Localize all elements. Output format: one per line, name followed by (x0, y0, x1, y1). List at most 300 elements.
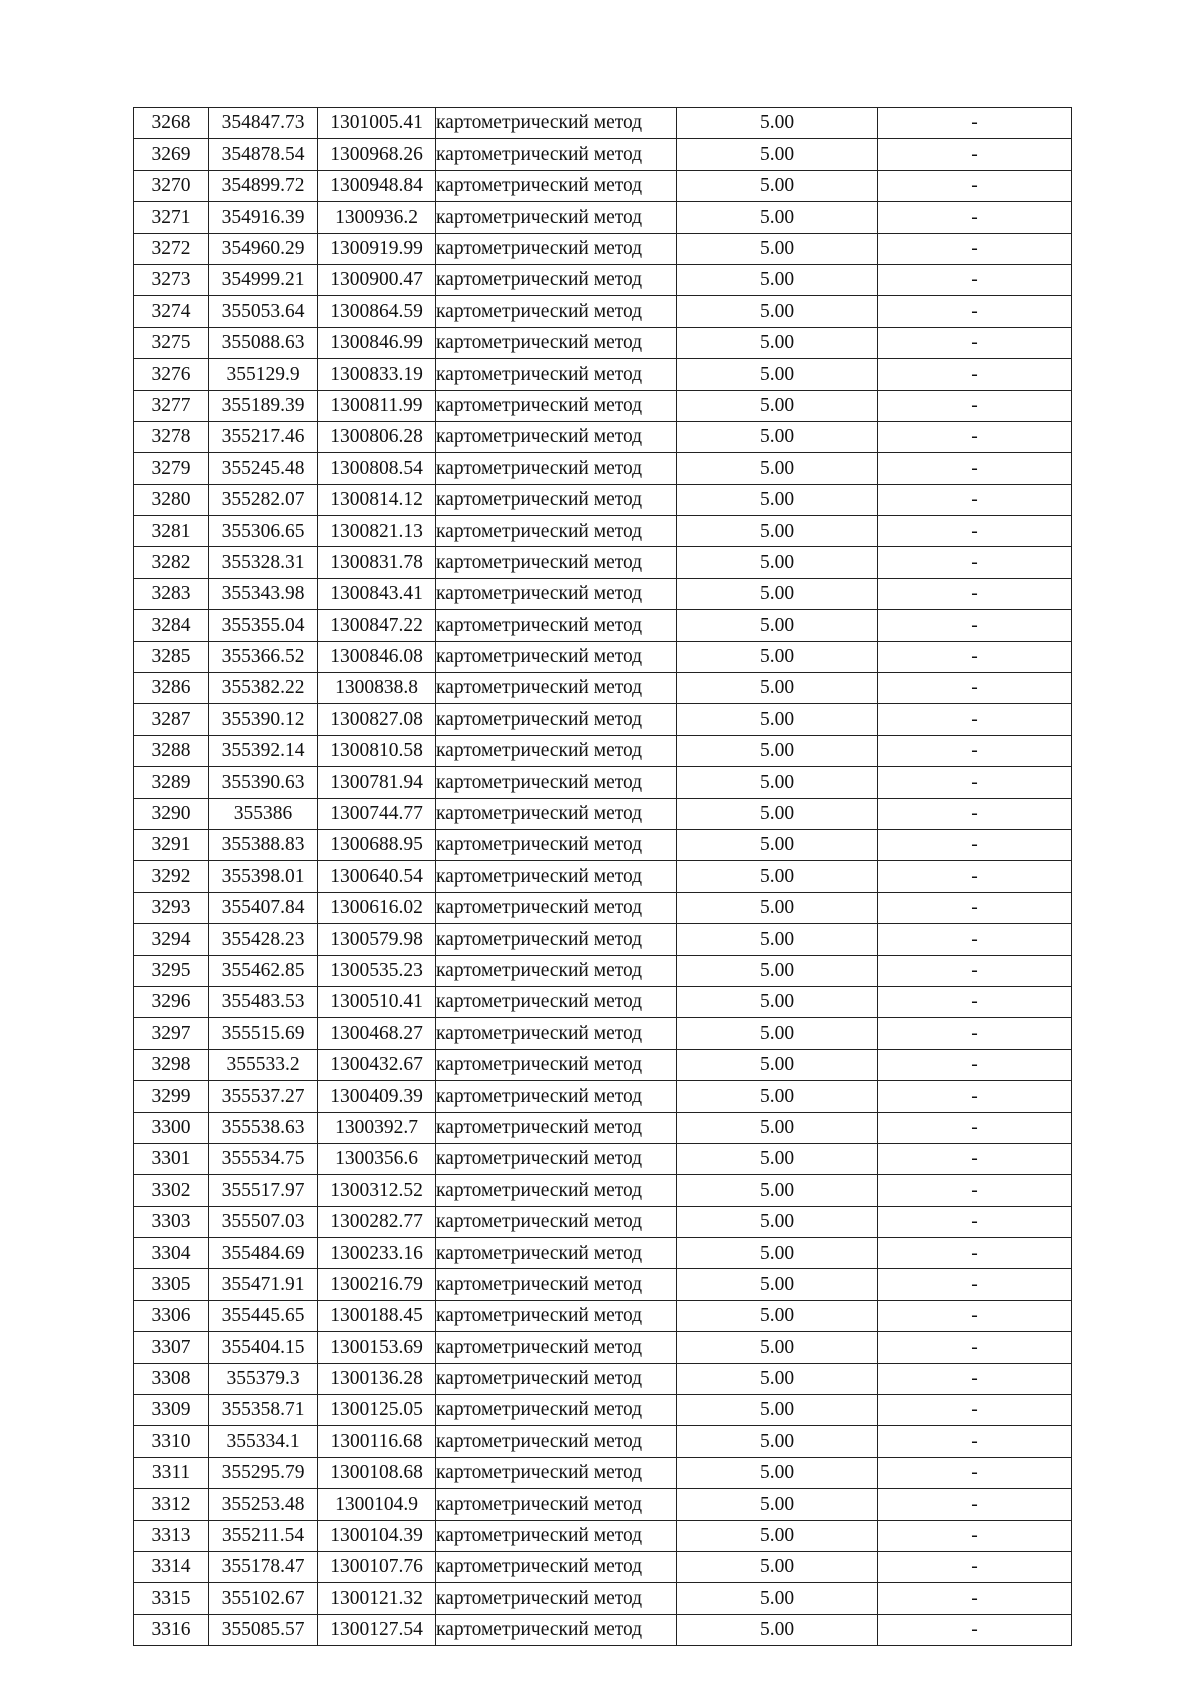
y-coordinate-cell: 1300864.59 (318, 296, 436, 327)
accuracy-cell: 5.00 (677, 170, 878, 201)
method-cell: картометрический метод (436, 1489, 677, 1520)
method-cell: картометрический метод (436, 829, 677, 860)
x-coordinate-cell: 355507.03 (209, 1206, 318, 1237)
point-number-cell: 3277 (134, 390, 209, 421)
x-coordinate-cell: 355245.48 (209, 453, 318, 484)
y-coordinate-cell: 1300814.12 (318, 484, 436, 515)
y-coordinate-cell: 1300127.54 (318, 1614, 436, 1645)
point-number-cell: 3312 (134, 1489, 209, 1520)
point-number-cell: 3273 (134, 264, 209, 295)
x-coordinate-cell: 355483.53 (209, 986, 318, 1017)
point-number-cell: 3314 (134, 1551, 209, 1582)
accuracy-cell: 5.00 (677, 390, 878, 421)
table-row (134, 296, 1072, 327)
description-cell: - (878, 233, 1072, 264)
point-number-cell: 3269 (134, 139, 209, 170)
description-cell: - (878, 327, 1072, 358)
point-number-cell: 3271 (134, 202, 209, 233)
point-number-cell: 3316 (134, 1614, 209, 1645)
description-cell: - (878, 1238, 1072, 1269)
method-cell: картометрический метод (436, 296, 677, 327)
y-coordinate-cell: 1300121.32 (318, 1583, 436, 1614)
method-cell: картометрический метод (436, 327, 677, 358)
x-coordinate-cell: 354847.73 (209, 108, 318, 139)
accuracy-cell: 5.00 (677, 1332, 878, 1363)
point-number-cell: 3308 (134, 1363, 209, 1394)
point-number-cell: 3281 (134, 516, 209, 547)
table-row (134, 986, 1072, 1017)
method-cell: картометрический метод (436, 1457, 677, 1488)
point-number-cell: 3268 (134, 108, 209, 139)
method-cell: картометрический метод (436, 1300, 677, 1331)
accuracy-cell: 5.00 (677, 264, 878, 295)
point-number-cell: 3304 (134, 1238, 209, 1269)
coordinates-table (133, 107, 1072, 1646)
x-coordinate-cell: 355053.64 (209, 296, 318, 327)
x-coordinate-cell: 355445.65 (209, 1300, 318, 1331)
description-cell: - (878, 1112, 1072, 1143)
accuracy-cell: 5.00 (677, 798, 878, 829)
accuracy-cell: 5.00 (677, 484, 878, 515)
table-row (134, 453, 1072, 484)
y-coordinate-cell: 1300188.45 (318, 1300, 436, 1331)
table-row (134, 421, 1072, 452)
description-cell: - (878, 1206, 1072, 1237)
y-coordinate-cell: 1300136.28 (318, 1363, 436, 1394)
table-row (134, 767, 1072, 798)
x-coordinate-cell: 355343.98 (209, 578, 318, 609)
method-cell: картометрический метод (436, 1551, 677, 1582)
accuracy-cell: 5.00 (677, 1520, 878, 1551)
x-coordinate-cell: 354878.54 (209, 139, 318, 170)
accuracy-cell: 5.00 (677, 1395, 878, 1426)
point-number-cell: 3299 (134, 1081, 209, 1112)
description-cell: - (878, 735, 1072, 766)
accuracy-cell: 5.00 (677, 673, 878, 704)
description-cell: - (878, 1175, 1072, 1206)
point-number-cell: 3296 (134, 986, 209, 1017)
table-row (134, 1332, 1072, 1363)
description-cell: - (878, 202, 1072, 233)
table-row (134, 1269, 1072, 1300)
x-coordinate-cell: 355334.1 (209, 1426, 318, 1457)
accuracy-cell: 5.00 (677, 1614, 878, 1645)
point-number-cell: 3303 (134, 1206, 209, 1237)
description-cell: - (878, 359, 1072, 390)
y-coordinate-cell: 1300847.22 (318, 610, 436, 641)
table-row (134, 516, 1072, 547)
y-coordinate-cell: 1300116.68 (318, 1426, 436, 1457)
table-row (134, 610, 1072, 641)
point-number-cell: 3279 (134, 453, 209, 484)
point-number-cell: 3287 (134, 704, 209, 735)
y-coordinate-cell: 1300781.94 (318, 767, 436, 798)
y-coordinate-cell: 1301005.41 (318, 108, 436, 139)
method-cell: картометрический метод (436, 704, 677, 735)
point-number-cell: 3294 (134, 924, 209, 955)
accuracy-cell: 5.00 (677, 202, 878, 233)
table-body (134, 108, 1072, 1646)
description-cell: - (878, 1426, 1072, 1457)
y-coordinate-cell: 1300579.98 (318, 924, 436, 955)
method-cell: картометрический метод (436, 1395, 677, 1426)
x-coordinate-cell: 355088.63 (209, 327, 318, 358)
method-cell: картометрический метод (436, 578, 677, 609)
y-coordinate-cell: 1300392.7 (318, 1112, 436, 1143)
method-cell: картометрический метод (436, 892, 677, 923)
table-row (134, 1363, 1072, 1394)
point-number-cell: 3275 (134, 327, 209, 358)
accuracy-cell: 5.00 (677, 1300, 878, 1331)
description-cell: - (878, 798, 1072, 829)
y-coordinate-cell: 1300838.8 (318, 673, 436, 704)
method-cell: картометрический метод (436, 610, 677, 641)
accuracy-cell: 5.00 (677, 986, 878, 1017)
method-cell: картометрический метод (436, 359, 677, 390)
x-coordinate-cell: 355386 (209, 798, 318, 829)
accuracy-cell: 5.00 (677, 578, 878, 609)
x-coordinate-cell: 355358.71 (209, 1395, 318, 1426)
description-cell: - (878, 421, 1072, 452)
table-row (134, 704, 1072, 735)
table-row (134, 829, 1072, 860)
description-cell: - (878, 1081, 1072, 1112)
point-number-cell: 3292 (134, 861, 209, 892)
method-cell: картометрический метод (436, 453, 677, 484)
x-coordinate-cell: 355306.65 (209, 516, 318, 547)
y-coordinate-cell: 1300432.67 (318, 1049, 436, 1080)
y-coordinate-cell: 1300968.26 (318, 139, 436, 170)
accuracy-cell: 5.00 (677, 296, 878, 327)
y-coordinate-cell: 1300843.41 (318, 578, 436, 609)
method-cell: картометрический метод (436, 1018, 677, 1049)
table-row (134, 1551, 1072, 1582)
accuracy-cell: 5.00 (677, 1238, 878, 1269)
table-row (134, 1143, 1072, 1174)
table-row (134, 390, 1072, 421)
table-row (134, 547, 1072, 578)
x-coordinate-cell: 355217.46 (209, 421, 318, 452)
y-coordinate-cell: 1300936.2 (318, 202, 436, 233)
y-coordinate-cell: 1300811.99 (318, 390, 436, 421)
description-cell: - (878, 1520, 1072, 1551)
method-cell: картометрический метод (436, 108, 677, 139)
y-coordinate-cell: 1300535.23 (318, 955, 436, 986)
method-cell: картометрический метод (436, 1081, 677, 1112)
point-number-cell: 3272 (134, 233, 209, 264)
accuracy-cell: 5.00 (677, 1175, 878, 1206)
method-cell: картометрический метод (436, 798, 677, 829)
description-cell: - (878, 610, 1072, 641)
accuracy-cell: 5.00 (677, 1583, 878, 1614)
y-coordinate-cell: 1300312.52 (318, 1175, 436, 1206)
y-coordinate-cell: 1300744.77 (318, 798, 436, 829)
description-cell: - (878, 516, 1072, 547)
description-cell: - (878, 924, 1072, 955)
table-row (134, 924, 1072, 955)
accuracy-cell: 5.00 (677, 1551, 878, 1582)
table-row (134, 139, 1072, 170)
method-cell: картометрический метод (436, 767, 677, 798)
y-coordinate-cell: 1300233.16 (318, 1238, 436, 1269)
y-coordinate-cell: 1300510.41 (318, 986, 436, 1017)
method-cell: картометрический метод (436, 547, 677, 578)
method-cell: картометрический метод (436, 421, 677, 452)
point-number-cell: 3310 (134, 1426, 209, 1457)
method-cell: картометрический метод (436, 641, 677, 672)
description-cell: - (878, 578, 1072, 609)
point-number-cell: 3305 (134, 1269, 209, 1300)
x-coordinate-cell: 355462.85 (209, 955, 318, 986)
x-coordinate-cell: 355366.52 (209, 641, 318, 672)
table-row (134, 1426, 1072, 1457)
table-row (134, 1614, 1072, 1645)
description-cell: - (878, 1489, 1072, 1520)
x-coordinate-cell: 355390.12 (209, 704, 318, 735)
description-cell: - (878, 892, 1072, 923)
accuracy-cell: 5.00 (677, 1112, 878, 1143)
description-cell: - (878, 1332, 1072, 1363)
x-coordinate-cell: 355379.3 (209, 1363, 318, 1394)
point-number-cell: 3301 (134, 1143, 209, 1174)
x-coordinate-cell: 354960.29 (209, 233, 318, 264)
table-row (134, 1238, 1072, 1269)
accuracy-cell: 5.00 (677, 1018, 878, 1049)
accuracy-cell: 5.00 (677, 1363, 878, 1394)
description-cell: - (878, 1300, 1072, 1331)
table-row (134, 955, 1072, 986)
accuracy-cell: 5.00 (677, 547, 878, 578)
accuracy-cell: 5.00 (677, 735, 878, 766)
x-coordinate-cell: 355328.31 (209, 547, 318, 578)
x-coordinate-cell: 355471.91 (209, 1269, 318, 1300)
x-coordinate-cell: 355428.23 (209, 924, 318, 955)
accuracy-cell: 5.00 (677, 641, 878, 672)
description-cell: - (878, 170, 1072, 201)
y-coordinate-cell: 1300104.39 (318, 1520, 436, 1551)
y-coordinate-cell: 1300846.08 (318, 641, 436, 672)
description-cell: - (878, 390, 1072, 421)
y-coordinate-cell: 1300806.28 (318, 421, 436, 452)
point-number-cell: 3311 (134, 1457, 209, 1488)
x-coordinate-cell: 354899.72 (209, 170, 318, 201)
description-cell: - (878, 673, 1072, 704)
method-cell: картометрический метод (436, 861, 677, 892)
point-number-cell: 3276 (134, 359, 209, 390)
description-cell: - (878, 1269, 1072, 1300)
y-coordinate-cell: 1300833.19 (318, 359, 436, 390)
point-number-cell: 3297 (134, 1018, 209, 1049)
description-cell: - (878, 641, 1072, 672)
description-cell: - (878, 955, 1072, 986)
description-cell: - (878, 1614, 1072, 1645)
method-cell: картометрический метод (436, 202, 677, 233)
table-row (134, 892, 1072, 923)
table-row (134, 1300, 1072, 1331)
x-coordinate-cell: 355189.39 (209, 390, 318, 421)
y-coordinate-cell: 1300808.54 (318, 453, 436, 484)
table-row (134, 202, 1072, 233)
method-cell: картометрический метод (436, 139, 677, 170)
description-cell: - (878, 453, 1072, 484)
point-number-cell: 3309 (134, 1395, 209, 1426)
method-cell: картометрический метод (436, 1049, 677, 1080)
point-number-cell: 3313 (134, 1520, 209, 1551)
table-row (134, 1395, 1072, 1426)
point-number-cell: 3289 (134, 767, 209, 798)
method-cell: картометрический метод (436, 735, 677, 766)
table-row (134, 170, 1072, 201)
method-cell: картометрический метод (436, 170, 677, 201)
y-coordinate-cell: 1300846.99 (318, 327, 436, 358)
method-cell: картометрический метод (436, 484, 677, 515)
accuracy-cell: 5.00 (677, 955, 878, 986)
accuracy-cell: 5.00 (677, 861, 878, 892)
accuracy-cell: 5.00 (677, 704, 878, 735)
description-cell: - (878, 1049, 1072, 1080)
y-coordinate-cell: 1300616.02 (318, 892, 436, 923)
accuracy-cell: 5.00 (677, 453, 878, 484)
table-row (134, 1489, 1072, 1520)
description-cell: - (878, 861, 1072, 892)
method-cell: картометрический метод (436, 1426, 677, 1457)
point-number-cell: 3278 (134, 421, 209, 452)
x-coordinate-cell: 355392.14 (209, 735, 318, 766)
y-coordinate-cell: 1300409.39 (318, 1081, 436, 1112)
y-coordinate-cell: 1300108.68 (318, 1457, 436, 1488)
point-number-cell: 3290 (134, 798, 209, 829)
accuracy-cell: 5.00 (677, 829, 878, 860)
accuracy-cell: 5.00 (677, 1206, 878, 1237)
description-cell: - (878, 139, 1072, 170)
description-cell: - (878, 767, 1072, 798)
table-row (134, 1457, 1072, 1488)
y-coordinate-cell: 1300831.78 (318, 547, 436, 578)
method-cell: картометрический метод (436, 673, 677, 704)
table-row (134, 1112, 1072, 1143)
accuracy-cell: 5.00 (677, 327, 878, 358)
y-coordinate-cell: 1300640.54 (318, 861, 436, 892)
accuracy-cell: 5.00 (677, 1143, 878, 1174)
x-coordinate-cell: 355178.47 (209, 1551, 318, 1582)
x-coordinate-cell: 355388.83 (209, 829, 318, 860)
method-cell: картометрический метод (436, 1238, 677, 1269)
accuracy-cell: 5.00 (677, 359, 878, 390)
table-row (134, 1175, 1072, 1206)
x-coordinate-cell: 355085.57 (209, 1614, 318, 1645)
accuracy-cell: 5.00 (677, 767, 878, 798)
table-row (134, 861, 1072, 892)
method-cell: картометрический метод (436, 1363, 677, 1394)
accuracy-cell: 5.00 (677, 1081, 878, 1112)
description-cell: - (878, 1018, 1072, 1049)
point-number-cell: 3293 (134, 892, 209, 923)
description-cell: - (878, 1583, 1072, 1614)
method-cell: картометрический метод (436, 1175, 677, 1206)
table-row (134, 1520, 1072, 1551)
point-number-cell: 3306 (134, 1300, 209, 1331)
table-row (134, 233, 1072, 264)
table-row (134, 673, 1072, 704)
description-cell: - (878, 1551, 1072, 1582)
point-number-cell: 3284 (134, 610, 209, 641)
table-row (134, 735, 1072, 766)
x-coordinate-cell: 355538.63 (209, 1112, 318, 1143)
method-cell: картометрический метод (436, 1269, 677, 1300)
point-number-cell: 3298 (134, 1049, 209, 1080)
table-row (134, 578, 1072, 609)
method-cell: картометрический метод (436, 986, 677, 1017)
y-coordinate-cell: 1300282.77 (318, 1206, 436, 1237)
y-coordinate-cell: 1300900.47 (318, 264, 436, 295)
x-coordinate-cell: 355355.04 (209, 610, 318, 641)
y-coordinate-cell: 1300810.58 (318, 735, 436, 766)
description-cell: - (878, 296, 1072, 327)
method-cell: картометрический метод (436, 390, 677, 421)
accuracy-cell: 5.00 (677, 1457, 878, 1488)
x-coordinate-cell: 355537.27 (209, 1081, 318, 1112)
point-number-cell: 3288 (134, 735, 209, 766)
method-cell: картометрический метод (436, 1143, 677, 1174)
method-cell: картометрический метод (436, 1112, 677, 1143)
method-cell: картометрический метод (436, 1332, 677, 1363)
point-number-cell: 3280 (134, 484, 209, 515)
x-coordinate-cell: 355102.67 (209, 1583, 318, 1614)
x-coordinate-cell: 355398.01 (209, 861, 318, 892)
y-coordinate-cell: 1300688.95 (318, 829, 436, 860)
method-cell: картометрический метод (436, 233, 677, 264)
table-row (134, 1583, 1072, 1614)
y-coordinate-cell: 1300216.79 (318, 1269, 436, 1300)
description-cell: - (878, 1143, 1072, 1174)
accuracy-cell: 5.00 (677, 1489, 878, 1520)
y-coordinate-cell: 1300821.13 (318, 516, 436, 547)
y-coordinate-cell: 1300468.27 (318, 1018, 436, 1049)
x-coordinate-cell: 354999.21 (209, 264, 318, 295)
description-cell: - (878, 1395, 1072, 1426)
accuracy-cell: 5.00 (677, 1426, 878, 1457)
x-coordinate-cell: 355129.9 (209, 359, 318, 390)
table-row (134, 108, 1072, 139)
x-coordinate-cell: 355404.15 (209, 1332, 318, 1363)
accuracy-cell: 5.00 (677, 516, 878, 547)
description-cell: - (878, 1363, 1072, 1394)
point-number-cell: 3283 (134, 578, 209, 609)
x-coordinate-cell: 355515.69 (209, 1018, 318, 1049)
accuracy-cell: 5.00 (677, 1269, 878, 1300)
method-cell: картометрический метод (436, 516, 677, 547)
y-coordinate-cell: 1300125.05 (318, 1395, 436, 1426)
table-row (134, 484, 1072, 515)
table-row (134, 327, 1072, 358)
method-cell: картометрический метод (436, 264, 677, 295)
table-row (134, 359, 1072, 390)
y-coordinate-cell: 1300107.76 (318, 1551, 436, 1582)
table-row (134, 1206, 1072, 1237)
y-coordinate-cell: 1300153.69 (318, 1332, 436, 1363)
method-cell: картометрический метод (436, 1520, 677, 1551)
table-row (134, 1081, 1072, 1112)
description-cell: - (878, 704, 1072, 735)
description-cell: - (878, 986, 1072, 1017)
x-coordinate-cell: 354916.39 (209, 202, 318, 233)
x-coordinate-cell: 355484.69 (209, 1238, 318, 1269)
y-coordinate-cell: 1300919.99 (318, 233, 436, 264)
y-coordinate-cell: 1300948.84 (318, 170, 436, 201)
point-number-cell: 3307 (134, 1332, 209, 1363)
point-number-cell: 3300 (134, 1112, 209, 1143)
accuracy-cell: 5.00 (677, 139, 878, 170)
